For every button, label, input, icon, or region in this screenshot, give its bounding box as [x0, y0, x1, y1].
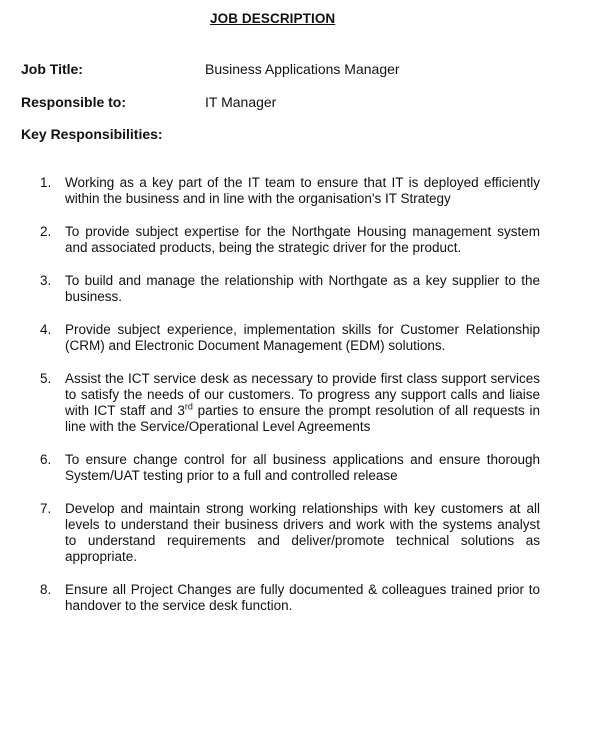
list-item-number: 3. — [40, 273, 52, 288]
list-item-text-part: parties to ensure the prompt resolution of all requests in line with the Service/Operational Level Agreements — [65, 403, 541, 434]
list-item-number: 5. — [40, 371, 52, 386]
list-item-text: Working as a key part of the IT team to ensure that IT is deployed efficiently within the business and in line with the organisation's IT Strategy — [65, 175, 540, 206]
list-item-number: 1. — [40, 175, 52, 190]
list-item-number: 7. — [40, 501, 52, 516]
list-item-number: 8. — [40, 582, 52, 597]
list-item — [40, 501, 540, 565]
list-item-text-part: Assist the ICT service desk as necessary to provide first class support services to satisfy the needs of our customers. To progress any support calls and liaise with ICT staff and 3 — [65, 371, 540, 418]
responsible-to-label: Responsible to: — [21, 94, 127, 110]
list-item — [40, 175, 540, 207]
job-title-value: Business Applications Manager — [205, 61, 400, 77]
list-item-text: To ensure change control for all business applications and ensure thorough System/UAT testing prior to a full and controlled release — [65, 452, 540, 483]
responsible-to-value: IT Manager — [205, 94, 277, 110]
list-item-text — [65, 371, 540, 434]
list-item — [40, 452, 540, 484]
list-item-text: To provide subject expertise for the Northgate Housing management system and associated products, being the strategic driver for the product. — [65, 224, 540, 255]
list-item-text: Provide subject experience, implementation skills for Customer Relationship (CRM) and Electronic Document Management (EDM) solutions. — [65, 322, 540, 353]
document-title: JOB DESCRIPTION — [210, 11, 336, 26]
list-item-text: Develop and maintain strong working relationships with key customers at all levels to understand their business drivers and work with the systems analyst to understand requirements and deliver/promote technical solutions as appropriate. — [65, 501, 540, 564]
list-item-text: To build and manage the relationship with Northgate as a key supplier to the business. — [65, 273, 540, 304]
ordinal-suffix: rd — [184, 401, 193, 412]
list-item — [40, 273, 540, 305]
list-item-number: 6. — [40, 452, 52, 467]
list-item-number: 4. — [40, 322, 52, 337]
list-item — [40, 322, 540, 354]
job-title-label: Job Title: — [21, 61, 83, 77]
responsibilities-list — [40, 175, 540, 614]
list-item-number: 2. — [40, 224, 52, 239]
list-item — [40, 224, 540, 256]
key-responsibilities-heading: Key Responsibilities: — [21, 126, 163, 142]
list-item-text: Ensure all Project Changes are fully documented & colleagues trained prior to handover to the service desk function. — [65, 582, 540, 613]
list-item — [40, 371, 540, 435]
list-item — [40, 582, 540, 614]
